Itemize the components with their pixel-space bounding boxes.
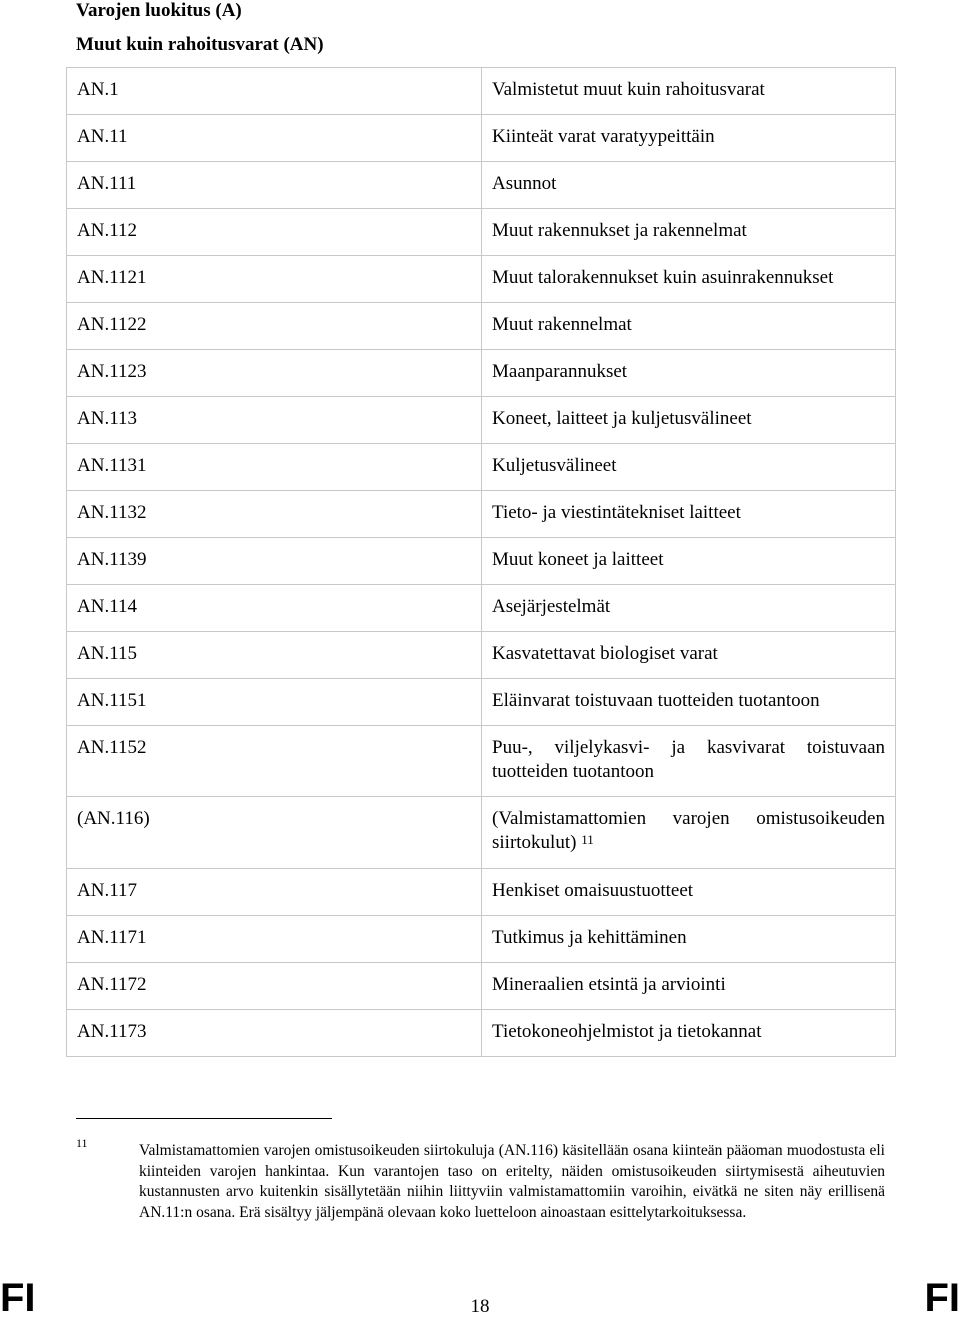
classification-description xyxy=(482,585,896,632)
classification-code: AN.1 xyxy=(67,68,482,115)
table-row xyxy=(67,397,896,444)
table-row xyxy=(67,162,896,209)
classification-code: AN.1123 xyxy=(67,350,482,397)
table-row xyxy=(67,209,896,256)
classification-code: AN.115 xyxy=(67,632,482,679)
classification-code: AN.1172 xyxy=(67,963,482,1010)
table-row xyxy=(67,303,896,350)
classification-description xyxy=(482,162,896,209)
description-text: Asejärjestelmät xyxy=(492,596,611,617)
description-text: Puu-, viljelykasvi- ja kasvivarat toistuvaan tuotteiden tuotantoon xyxy=(492,737,885,782)
classification-table-body xyxy=(67,68,896,1057)
classification-code: AN.1131 xyxy=(67,444,482,491)
table-row xyxy=(67,350,896,397)
classification-description xyxy=(482,797,896,869)
table-row xyxy=(67,726,896,797)
page-number: 18 xyxy=(470,1296,490,1317)
classification-code: AN.111 xyxy=(67,162,482,209)
language-code-right: FI xyxy=(924,1276,960,1320)
description-text: Tieto- ja viestintätekniset laitteet xyxy=(492,502,741,523)
description-text: Koneet, laitteet ja kuljetusvälineet xyxy=(492,408,752,429)
classification-description xyxy=(482,350,896,397)
table-row xyxy=(67,585,896,632)
classification-description xyxy=(482,869,896,916)
classification-code: AN.1139 xyxy=(67,538,482,585)
classification-description xyxy=(482,963,896,1010)
table-row xyxy=(67,68,896,115)
footnote-text: Valmistamattomien varojen omistusoikeuden siirtokuluja (AN.116) käsitellään osana kiinteän pääoman muodostusta eli kiinteiden varojen hankintaa. Kun varantojen taso on eritelty, näiden omistusoikeuden siirtymisestä aiheutuvien kustannusten arvo kuitenkin sisällytetään niihin liittyviin valmistamattomiin varoihin, eivätkä ne siten näy erillisenä AN.11:n osana. Erä sisältyy jäljempänä olevaan koko luetteloon ainoastaan esittelytarkoituksessa. xyxy=(139,1142,885,1221)
classification-description xyxy=(482,538,896,585)
description-text: Henkiset omaisuustuotteet xyxy=(492,880,694,901)
classification-description xyxy=(482,68,896,115)
description-text: Muut koneet ja laitteet xyxy=(492,549,664,570)
classification-code: AN.1121 xyxy=(67,256,482,303)
classification-code: AN.11 xyxy=(67,115,482,162)
classification-code: AN.1122 xyxy=(67,303,482,350)
description-text: Muut rakennelmat xyxy=(492,314,632,335)
description-text: Asunnot xyxy=(492,173,557,194)
classification-description xyxy=(482,916,896,963)
document-subtitle: Muut kuin rahoitusvarat (AN) xyxy=(76,34,324,55)
classification-code: AN.112 xyxy=(67,209,482,256)
classification-description xyxy=(482,209,896,256)
description-text: Tutkimus ja kehittäminen xyxy=(492,927,687,948)
table-row xyxy=(67,679,896,726)
description-text: Tietokoneohjelmistot ja tietokannat xyxy=(492,1021,762,1042)
classification-description xyxy=(482,679,896,726)
description-text: (Valmistamattomien varojen omistusoikeuden siirtokulut) xyxy=(492,808,885,853)
description-text: Mineraalien etsintä ja arviointi xyxy=(492,974,726,995)
description-text: Valmistetut muut kuin rahoitusvarat xyxy=(492,79,765,100)
description-text: Muut talorakennukset kuin asuinrakennukset xyxy=(492,267,834,288)
classification-description xyxy=(482,256,896,303)
language-code-left: FI xyxy=(0,1276,36,1320)
table-row xyxy=(67,256,896,303)
description-text: Maanparannukset xyxy=(492,361,628,382)
classification-description xyxy=(482,397,896,444)
description-text: Kiinteät varat varatyypeittäin xyxy=(492,126,715,147)
table-row xyxy=(67,869,896,916)
table-row xyxy=(67,491,896,538)
classification-description xyxy=(482,491,896,538)
footnote-reference[interactable]: 11 xyxy=(581,832,594,847)
classification-description xyxy=(482,632,896,679)
footnote-divider xyxy=(76,1118,332,1119)
table-row xyxy=(67,916,896,963)
classification-description xyxy=(482,444,896,491)
description-text: Muut rakennukset ja rakennelmat xyxy=(492,220,747,241)
table-row xyxy=(67,797,896,869)
classification-code: AN.114 xyxy=(67,585,482,632)
classification-description xyxy=(482,1010,896,1057)
classification-table xyxy=(66,67,896,1057)
classification-code: (AN.116) xyxy=(67,797,482,869)
classification-code: AN.1173 xyxy=(67,1010,482,1057)
classification-description xyxy=(482,115,896,162)
classification-code: AN.1152 xyxy=(67,726,482,797)
table-row xyxy=(67,1010,896,1057)
description-text: Eläinvarat toistuvaan tuotteiden tuotantoon xyxy=(492,690,820,711)
table-row xyxy=(67,444,896,491)
table-row xyxy=(67,115,896,162)
footnote-number: 11 xyxy=(76,1136,88,1150)
classification-code: AN.1171 xyxy=(67,916,482,963)
classification-code: AN.1132 xyxy=(67,491,482,538)
document-title: Varojen luokitus (A) xyxy=(76,0,242,21)
description-text: Kuljetusvälineet xyxy=(492,455,617,476)
classification-code: AN.1151 xyxy=(67,679,482,726)
table-row xyxy=(67,963,896,1010)
classification-code: AN.117 xyxy=(67,869,482,916)
classification-description xyxy=(482,726,896,797)
table-row xyxy=(67,632,896,679)
table-row xyxy=(67,538,896,585)
classification-code: AN.113 xyxy=(67,397,482,444)
classification-description xyxy=(482,303,896,350)
description-text: Kasvatettavat biologiset varat xyxy=(492,643,718,664)
